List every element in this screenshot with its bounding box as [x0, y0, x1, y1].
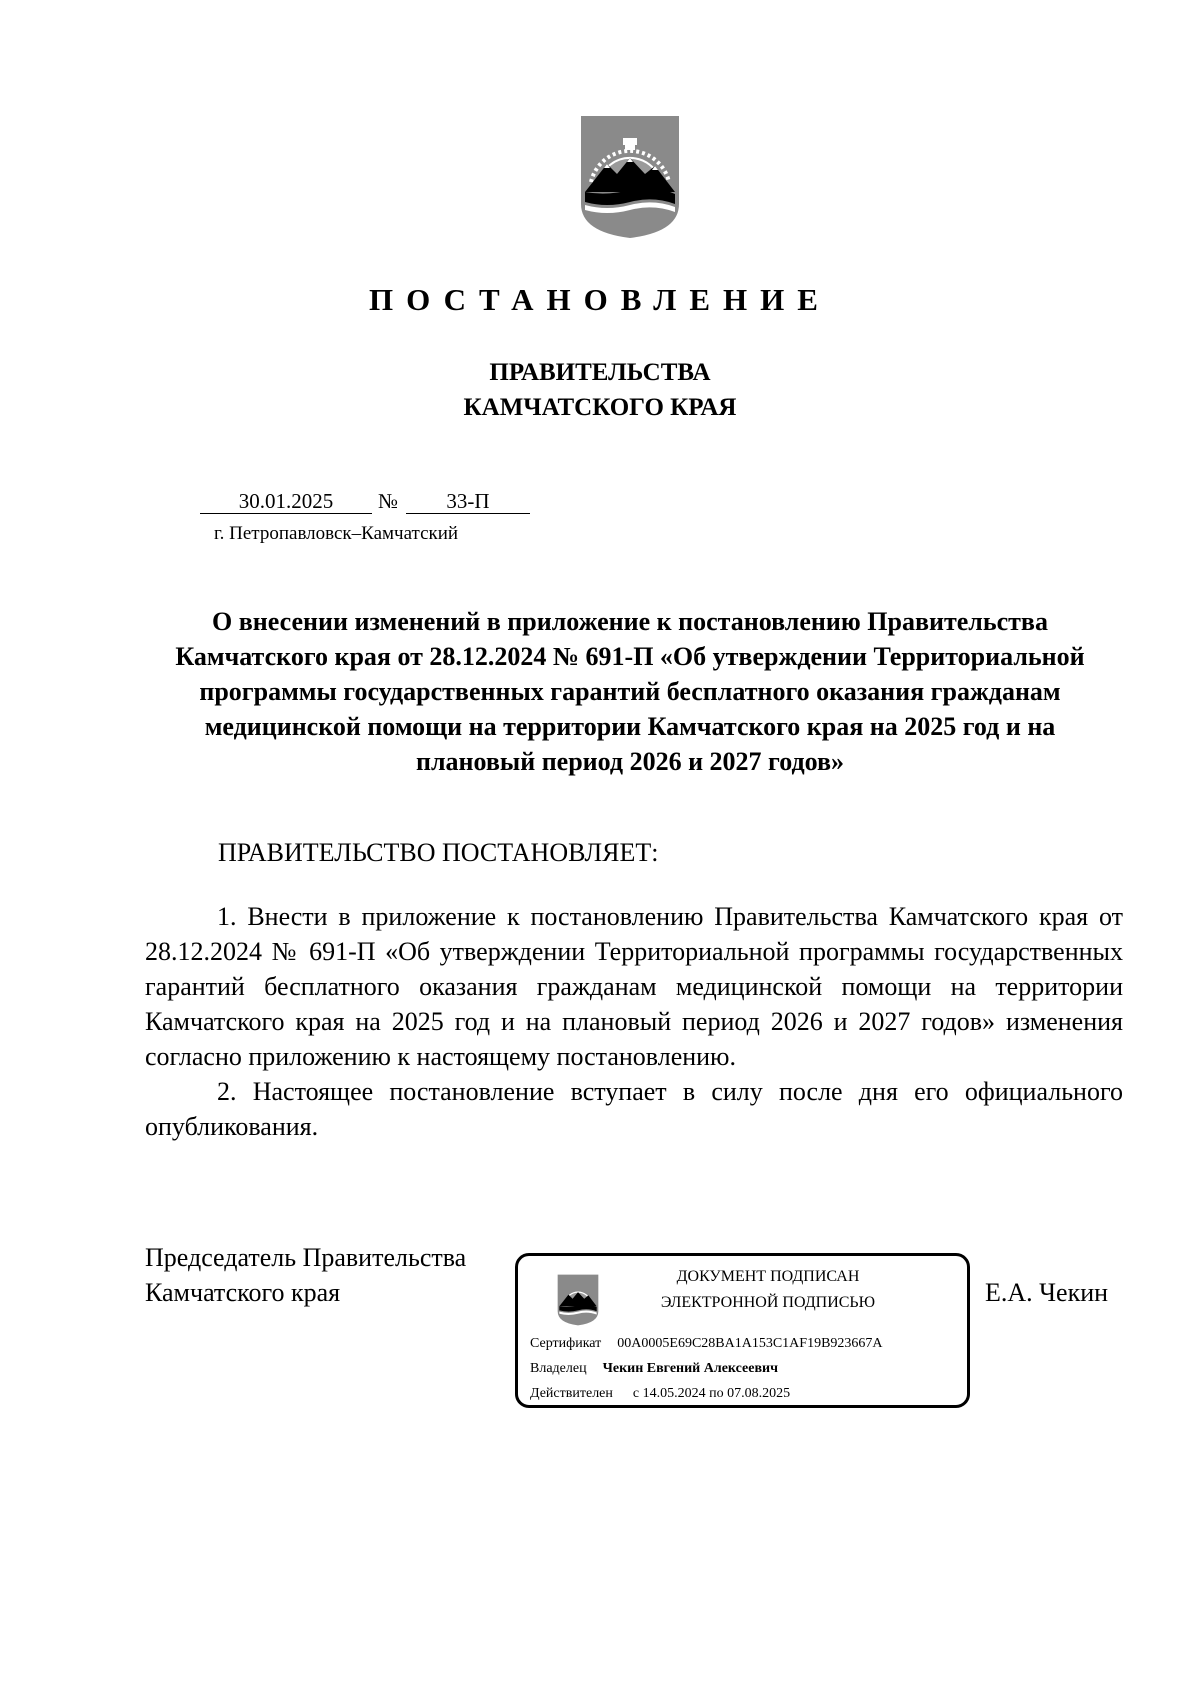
number-sign: №: [378, 489, 399, 513]
electronic-signature-stamp: [515, 1253, 970, 1408]
validity-label: Действителен: [530, 1386, 613, 1401]
paragraph-2: 2. Настоящее постановление вступает в силу после дня его официального опубликования.: [145, 1077, 1123, 1141]
owner-value: Чекин Евгений Алексеевич: [602, 1361, 778, 1376]
authority-line-2: КАМЧАТСКОГО КРАЯ: [463, 394, 737, 421]
document-date: 30.01.2025: [200, 489, 372, 514]
owner-label: Владелец: [530, 1361, 587, 1376]
stamp-heading-line-2: ЭЛЕКТРОННОЙ ПОДПИСЬЮ: [660, 1294, 876, 1311]
stamp-heading-line-1: ДОКУМЕНТ ПОДПИСАН: [676, 1268, 860, 1285]
decree-statement: ПРАВИТЕЛЬСТВО ПОСТАНОВЛЯЕТ:: [218, 838, 659, 867]
document-body: [145, 899, 1123, 1144]
signer-title-line-1: Председатель Правительства: [145, 1243, 467, 1272]
certificate-value: 00A0005E69C28BA1A153C1AF19B923667A: [617, 1336, 883, 1351]
kamchatka-coat-of-arms-icon: [577, 112, 683, 242]
document-subject: О внесении изменений в приложение к постановлению Правительства Камчатского края от 28.12.2024 № 691-П «Об утверждении Территориальной программы государственных гарантий бесплатного оказания гражданам медицинской помощи на территории Камчатского края на 2025 год и на плановый период 2026 и 2027 годов»: [175, 607, 1085, 776]
stamp-validity-row: [530, 1385, 790, 1403]
kamchatka-coat-of-arms-icon: [556, 1273, 600, 1327]
signer-title: [145, 1240, 466, 1310]
signer-title-line-2: Камчатского края: [145, 1278, 341, 1307]
stamp-certificate-row: [530, 1335, 883, 1353]
document-city: г. Петропавловск–Камчатский: [214, 523, 459, 544]
stamp-owner-row: [530, 1360, 778, 1378]
paragraph-1: 1. Внести в приложение к постановлению Правительства Камчатского края от 28.12.2024 № 691-П «Об утверждении Территориальной программы государственных гарантий бесплатного оказания гражданам медицинской помощи на территории Камчатского края на 2025 год и на плановый период 2026 и 2027 годов» изменения согласно приложению к настоящему постановлению.: [145, 902, 1123, 1071]
authority-line-1: ПРАВИТЕЛЬСТВА: [489, 359, 711, 386]
stamp-heading: [618, 1264, 918, 1316]
authority-name: [0, 355, 1200, 425]
document-number: 33-П: [406, 489, 530, 514]
document-type: ПОСТАНОВЛЕНИЕ: [369, 282, 831, 317]
signer-name: Е.А. Чекин: [985, 1278, 1109, 1307]
certificate-label: Сертификат: [530, 1336, 602, 1351]
validity-value: с 14.05.2024 по 07.08.2025: [632, 1386, 791, 1401]
